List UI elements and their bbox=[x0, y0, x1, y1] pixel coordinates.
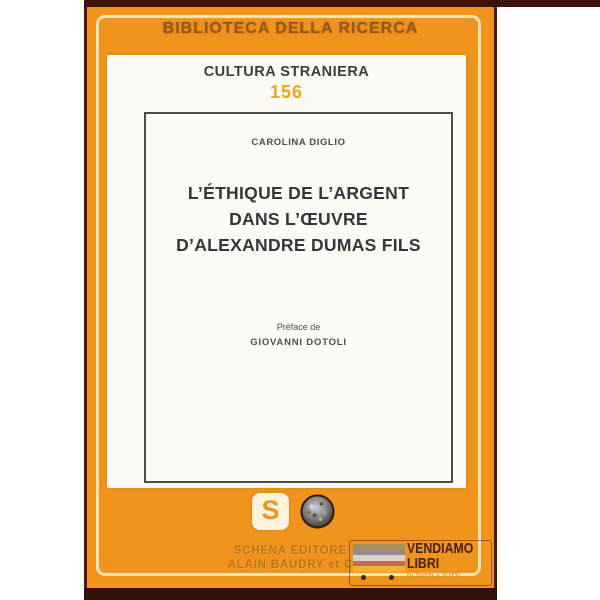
watermark-text bbox=[407, 542, 488, 580]
book-stack-icon bbox=[353, 544, 405, 572]
watermark-line-1: VENDIAMO bbox=[407, 540, 474, 557]
author-name: CAROLINA DIGLIO bbox=[251, 137, 346, 148]
book-cover bbox=[84, 7, 497, 588]
preface-author: GIOVANNI DOTOLI bbox=[250, 337, 347, 348]
publisher-line-1: SCHENA EDITORE bbox=[233, 545, 348, 557]
book-title bbox=[176, 180, 421, 258]
book-title-line-3: D’ALEXANDRE DUMAS FILS bbox=[176, 235, 421, 255]
watermark-line-2: LIBRI bbox=[407, 554, 440, 572]
series-banner: BIBLIOTECA DELLA RICERCA bbox=[162, 20, 419, 37]
schena-editore-logo-icon bbox=[252, 493, 289, 530]
watermark-dot-icon bbox=[389, 575, 394, 580]
cover-white-panel bbox=[107, 55, 466, 488]
book-title-line-2: DANS L’ŒUVRE bbox=[229, 209, 368, 229]
book-title-line-1: L’ÉTHIQUE DE L’ARGENT bbox=[187, 183, 410, 203]
watermark-tagline: DI TUTTI A TUTTI bbox=[407, 573, 461, 580]
publisher-medallion-icon bbox=[300, 494, 335, 529]
preface-label: Préface de bbox=[276, 322, 321, 332]
watermark-dot-icon bbox=[361, 575, 366, 580]
collection-name: CULTURA STRANIERA bbox=[203, 64, 370, 80]
photo-bottom-edge bbox=[84, 588, 497, 600]
collection-number: 156 bbox=[269, 82, 304, 102]
publisher-line-2: ALAIN BAUDRY et C bbox=[227, 558, 354, 571]
title-box bbox=[144, 112, 453, 483]
photo-top-edge bbox=[84, 0, 600, 7]
preface-block bbox=[250, 322, 347, 349]
cover-left-edge bbox=[84, 7, 87, 588]
bookseller-watermark bbox=[349, 540, 492, 586]
cover-right-edge bbox=[494, 7, 497, 588]
schena-logo-letter: S bbox=[261, 495, 280, 525]
